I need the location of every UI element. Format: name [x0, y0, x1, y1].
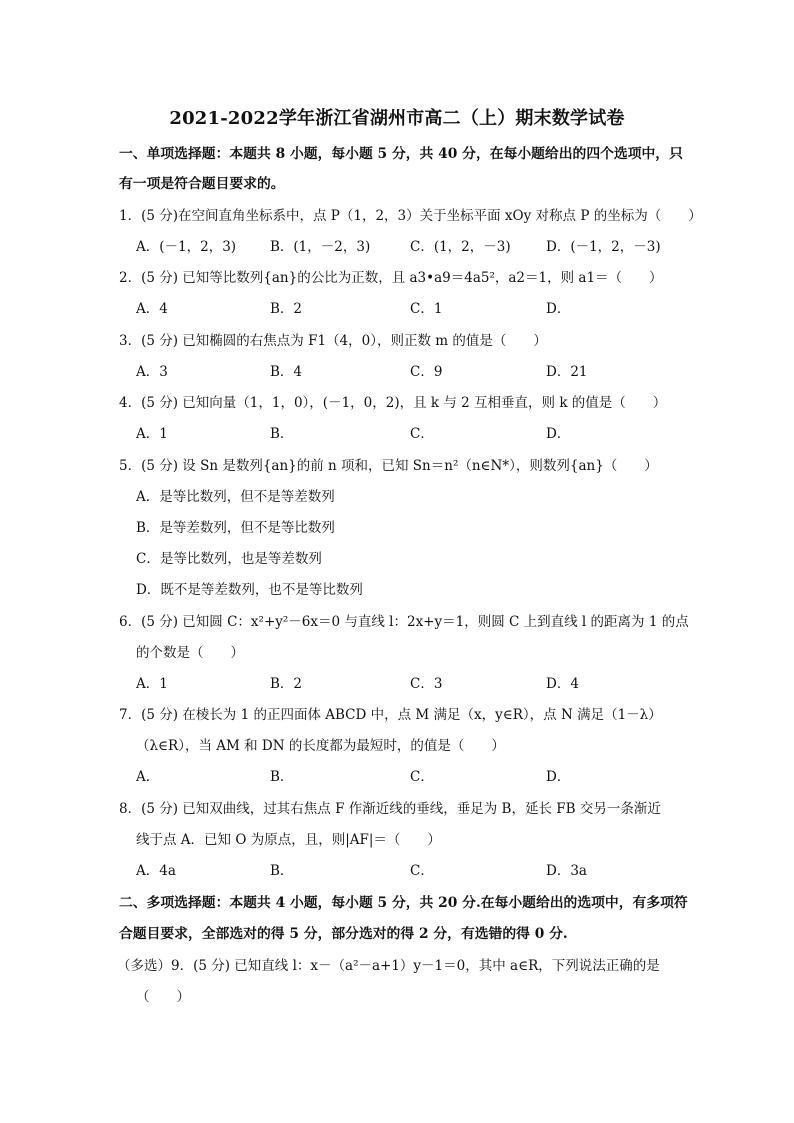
q8-option-d: D．3a — [546, 863, 587, 879]
q6-option-c: C．3 — [410, 676, 443, 692]
section1-heading-line1: 一、单项选择题：本题共 8 小题，每小题 5 分，共 40 分，在每小题给出的四个选项中，只 — [119, 146, 683, 162]
question-7-stem-cont: （λ∈R），当 AM 和 DN 的长度都为最短时，的值是（ ） — [136, 738, 505, 754]
q5-option-a: A．是等比数列，但不是等差数列 — [136, 489, 335, 505]
q1-option-c: C．(1，2，－3) — [410, 239, 511, 255]
q2-option-d: D． — [546, 301, 571, 317]
q7-option-d: D． — [546, 769, 571, 785]
q6-option-d: D．4 — [546, 676, 579, 692]
question-8-stem: 8．(5 分) 已知双曲线，过其右焦点 F 作渐近线的垂线，垂足为 B，延长 FB 交另一条渐近 — [119, 801, 661, 817]
q4-option-c: C． — [410, 426, 434, 442]
q6-option-b: B．2 — [270, 676, 303, 692]
q5-option-b: B．是等差数列，但不是等比数列 — [136, 520, 335, 536]
question-3-stem: 3．(5 分) 已知椭圆的右焦点为 F1（4，0），则正数 m 的值是（ ） — [119, 333, 547, 349]
q5-option-d: D．既不是等差数列，也不是等比数列 — [136, 582, 363, 598]
q3-option-d: D．21 — [546, 364, 588, 380]
q8-option-a: A．4a — [136, 863, 176, 879]
question-2-stem: 2．(5 分) 已知等比数列{an}的公比为正数，且 a3•a9＝4a5²，a2＝1，则 a1＝（ ） — [119, 270, 663, 286]
q2-option-c: C．1 — [410, 301, 443, 317]
q3-option-b: B．4 — [270, 364, 303, 380]
question-9-stem-cont: （ ） — [136, 989, 190, 1005]
q2-option-a: A．4 — [136, 301, 168, 317]
q3-option-a: A．3 — [136, 364, 168, 380]
section1-heading-line2: 有一项是符合题目要求的。 — [119, 176, 285, 192]
q1-option-a: A．(－1，2，3) — [136, 239, 237, 255]
q6-option-a: A．1 — [136, 676, 168, 692]
question-6-stem-cont: 的个数是（ ） — [136, 645, 244, 661]
question-4-stem: 4．(5 分) 已知向量（1，1，0），(－1，0，2)，且 k 与 2 互相垂直，则 k 的值是（ ） — [119, 395, 667, 411]
question-7-stem: 7．(5 分) 在棱长为 1 的正四面体 ABCD 中，点 M 满足（x，y∈R），点 N 满足（1－λ） — [119, 707, 662, 723]
question-9-stem: （多选）9．(5 分) 已知直线 l：x－（a²－a+1）y－1＝0，其中 a∈R，下列说法正确的是 — [117, 958, 660, 974]
q7-option-a: A． — [136, 769, 160, 785]
exam-title: 2021-2022学年浙江省湖州市高二（上）期末数学试卷 — [169, 108, 625, 129]
section2-heading-line2: 合题目要求，全部选对的得 5 分，部分选对的得 2 分，有选错的得 0 分. — [119, 926, 568, 942]
q7-option-b: B． — [270, 769, 294, 785]
q8-option-b: B． — [270, 863, 294, 879]
question-6-stem: 6．(5 分) 已知圆 C：x²+y²－6x＝0 与直线 l：2x+y＝1，则圆 C 上到直线 l 的距离为 1 的点 — [119, 614, 689, 630]
q7-option-c: C． — [410, 769, 434, 785]
q4-option-b: B． — [270, 426, 294, 442]
q1-option-d: D．(－1，2，－3) — [546, 239, 661, 255]
q3-option-c: C．9 — [410, 364, 443, 380]
q2-option-b: B．2 — [270, 301, 303, 317]
section2-heading-line1: 二、多项选择题：本题共 4 小题，每小题 5 分，共 20 分.在每小题给出的选项中，有多项符 — [119, 895, 688, 911]
q1-option-b: B．(1，－2，3) — [270, 239, 371, 255]
q4-option-a: A．1 — [136, 426, 168, 442]
q8-option-c: C． — [410, 863, 434, 879]
question-8-stem-cont: 线于点 A．已知 O 为原点，且，则|AF|＝（ ） — [136, 832, 441, 848]
q4-option-d: D． — [546, 426, 571, 442]
question-1-stem: 1．(5 分)在空间直角坐标系中，点 P（1，2，3）关于坐标平面 xOy 对称点 P 的坐标为（ ） — [119, 208, 702, 224]
q5-option-c: C．是等比数列，也是等差数列 — [136, 551, 322, 567]
question-5-stem: 5．(5 分) 设 Sn 是数列{an}的前 n 项和，已知 Sn＝n²（n∈N*），则数列{an}（ ） — [119, 458, 658, 474]
